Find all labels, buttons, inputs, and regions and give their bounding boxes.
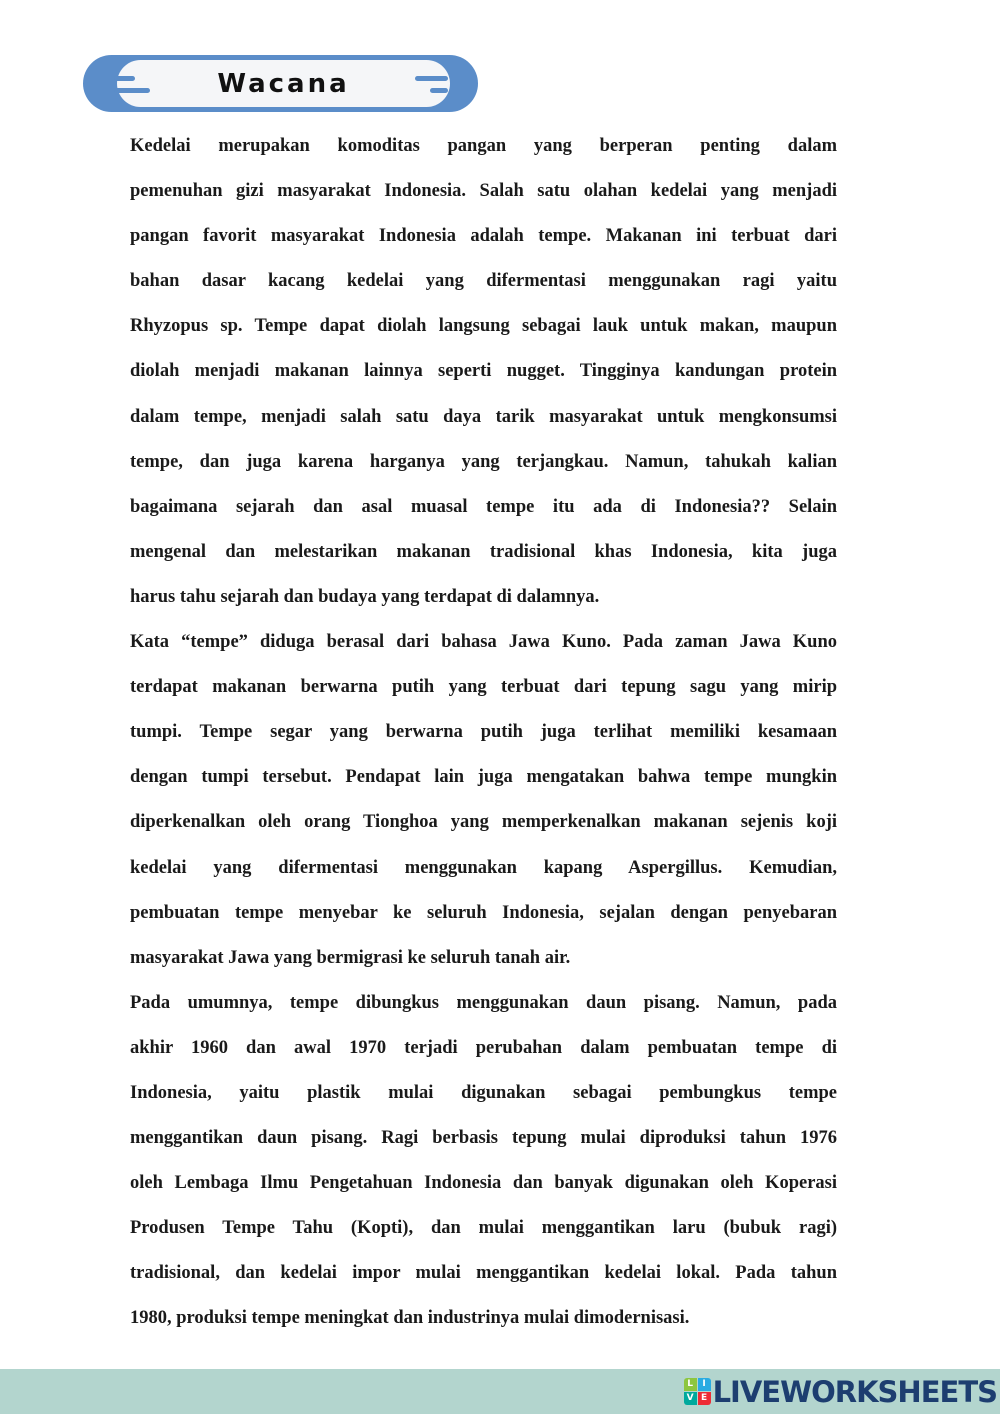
text-line: menggantikan daun pisang. Ragi berbasis tepung mulai diproduksi tahun 1976 — [130, 1128, 837, 1149]
text-line: Indonesia, yaitu plastik mulai digunakan sebagai pembungkus tempe — [130, 1082, 837, 1103]
text-line: Pada umumnya, tempe dibungkus menggunakan daun pisang. Namun, pada — [130, 992, 837, 1013]
badge-dash-left-bottom — [114, 88, 150, 93]
text-line: kedelai yang difermentasi menggunakan kapang Aspergillus. Kemudian, — [130, 857, 837, 878]
text-line: akhir 1960 dan awal 1970 terjadi perubahan dalam pembuatan tempe di — [130, 1037, 837, 1058]
text-line: pangan favorit masyarakat Indonesia adalah tempe. Makanan ini terbuat dari — [130, 226, 837, 247]
paragraph — [130, 620, 837, 981]
text-line: terdapat makanan berwarna putih yang terbuat dari tepung sagu yang mirip — [130, 677, 837, 698]
text-line: diperkenalkan oleh orang Tionghoa yang memperkenalkan makanan sejenis koji — [130, 812, 837, 833]
text-line: bagaimana sejarah dan asal muasal tempe itu ada di Indonesia?? Selain — [130, 496, 837, 517]
brand-wordmark: LIVEWORKSHEETS — [712, 1374, 997, 1409]
footer-bar — [0, 1369, 1000, 1414]
badge-dash-right-bottom — [430, 88, 448, 93]
badge-dash-right-top — [415, 76, 448, 81]
liveworksheets-logo[interactable] — [684, 1375, 997, 1409]
reading-passage — [130, 124, 837, 1342]
text-line: tempe, dan juga karena harganya yang terjangkau. Namun, tahukah kalian — [130, 451, 837, 472]
text-line: oleh Lembaga Ilmu Pengetahuan Indonesia dan banyak digunakan oleh Koperasi — [130, 1173, 837, 1194]
text-line: Kata “tempe” diduga berasal dari bahasa Jawa Kuno. Pada zaman Jawa Kuno — [130, 632, 837, 653]
text-line: 1980, produksi tempe meningkat dan industrinya mulai dimodernisasi. — [130, 1308, 690, 1329]
paragraph — [130, 124, 837, 620]
text-line: harus tahu sejarah dan budaya yang terdapat di dalamnya. — [130, 586, 600, 607]
text-line: pembuatan tempe menyebar ke seluruh Indonesia, sejalan dengan penyebaran — [130, 902, 837, 923]
logo-tile-e: E — [698, 1392, 711, 1405]
liveworksheets-logo-icon — [684, 1378, 711, 1405]
text-line: tumpi. Tempe segar yang berwarna putih juga terlihat memiliki kesamaan — [130, 722, 837, 743]
section-badge — [83, 55, 478, 112]
text-line: dalam tempe, menjadi salah satu daya tarik masyarakat untuk mengkonsumsi — [130, 406, 837, 427]
text-line: masyarakat Jawa yang bermigrasi ke seluruh tanah air. — [130, 947, 571, 968]
logo-tile-v: V — [684, 1392, 697, 1405]
section-title: Wacana — [217, 68, 350, 99]
badge-inner-pill — [117, 60, 450, 107]
logo-tile-l: L — [684, 1378, 697, 1391]
text-line: Rhyzopus sp. Tempe dapat diolah langsung sebagai lauk untuk makan, maupun — [130, 316, 837, 337]
text-line: Kedelai merupakan komoditas pangan yang berperan penting dalam — [130, 136, 837, 156]
text-line: pemenuhan gizi masyarakat Indonesia. Salah satu olahan kedelai yang menjadi — [130, 181, 837, 202]
text-line: diolah menjadi makanan lainnya seperti nugget. Tingginya kandungan protein — [130, 361, 837, 382]
text-line: tradisional, dan kedelai impor mulai menggantikan kedelai lokal. Pada tahun — [130, 1263, 837, 1284]
logo-tile-i: I — [698, 1378, 711, 1391]
paragraph — [130, 981, 837, 1342]
text-line: mengenal dan melestarikan makanan tradisional khas Indonesia, kita juga — [130, 541, 837, 562]
badge-dash-left-top — [114, 76, 135, 81]
text-line: Produsen Tempe Tahu (Kopti), dan mulai menggantikan laru (bubuk ragi) — [130, 1218, 837, 1239]
text-line: bahan dasar kacang kedelai yang difermentasi menggunakan ragi yaitu — [130, 271, 837, 292]
text-line: dengan tumpi tersebut. Pendapat lain juga mengatakan bahwa tempe mungkin — [130, 767, 837, 788]
